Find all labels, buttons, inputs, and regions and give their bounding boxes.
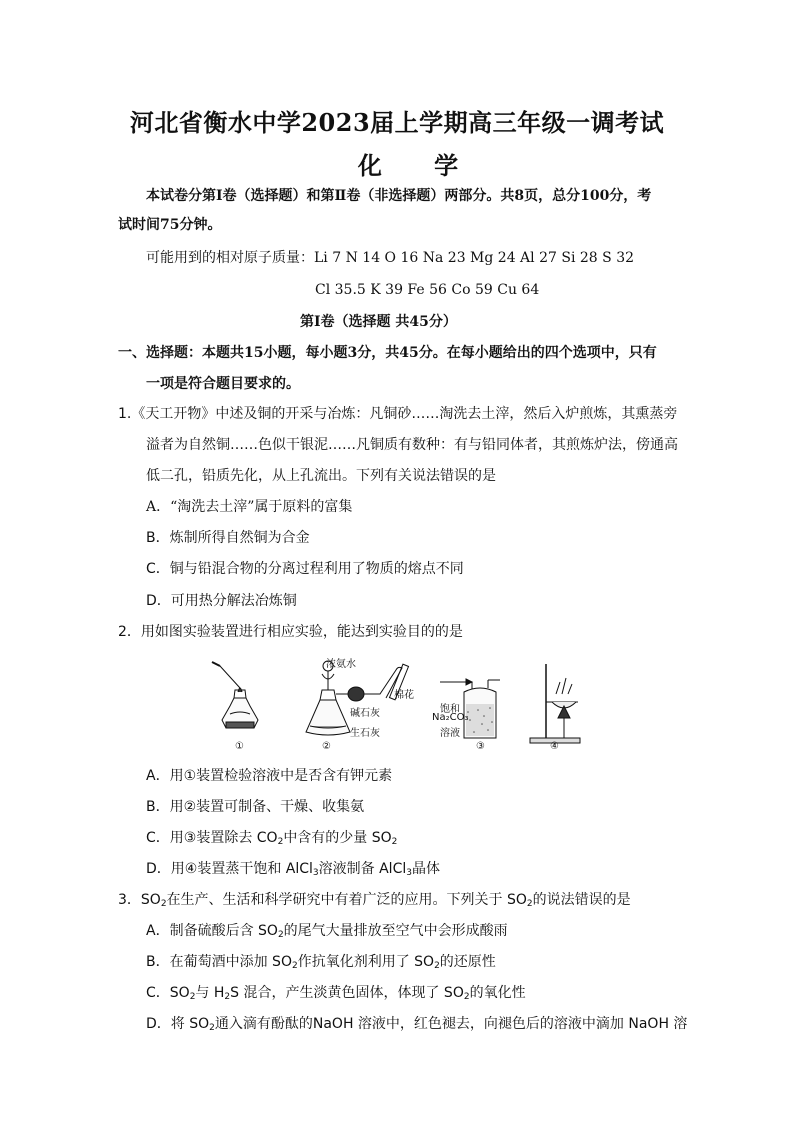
q3-option-a: A．制备硫酸后含 $SO_2$的尾气大量排放至空气中会形成酸雨 <box>146 923 508 940</box>
section-heading: 第Ⅰ卷（选择题 共45分） <box>300 314 457 330</box>
q1-option-a: A．“淘洗去土滓”属于原料的富集 <box>146 499 353 515</box>
label-apparatus-3: ③ <box>476 741 485 752</box>
q1-stem-line-3: 低二孔，铅质先化，从上孔流出。下列有关说法错误的是 <box>146 468 496 484</box>
q2-option-c: C．用③装置除去 $CO_2$中含有的少量 $SO_2$ <box>146 830 398 847</box>
q1-option-d: D．可用热分解法冶炼铜 <box>146 593 297 609</box>
label-na2co3: Na₂CO₃ <box>432 712 469 723</box>
section-instruction-2: 一项是符合题目要求的。 <box>146 376 300 392</box>
q3-option-d: D．将 $SO_2$通入滴有酚酞的NaOH 溶液中，红色褪去，向褪色后的溶液中滴加 NaOH 溶 <box>146 1016 688 1033</box>
q3-option-b: B．在葡萄酒中添加 $SO_2$作抗氧化剂利用了 $SO_2$的还原性 <box>146 954 496 971</box>
label-saturated: 饱和 <box>440 704 460 715</box>
q1-stem-line-2: 溢者为自然铜……色似干银泥……凡铜质有数种：有与铅同体者，其煎炼炉法，傍通高 <box>146 437 678 453</box>
q2-option-b: B．用②装置可制备、干燥、收集氨 <box>146 799 365 815</box>
q1-option-c: C．铜与铅混合物的分离过程利用了物质的熔点不同 <box>146 561 464 577</box>
apparatus-1-flame-test <box>212 662 258 728</box>
intro-line-2: 试时间75分钟。 <box>118 217 222 233</box>
q2-apparatus-figure <box>200 658 600 758</box>
label-apparatus-4: ④ <box>550 741 559 752</box>
label-sodalime: 碱石灰 <box>350 708 380 719</box>
label-apparatus-1: ① <box>235 741 244 752</box>
label-apparatus-2: ② <box>322 741 331 752</box>
label-ammonia: 浓氨水 <box>326 659 356 670</box>
atomic-masses-line-2: Cl 35.5 K 39 Fe 56 Co 59 Cu 64 <box>315 282 540 298</box>
atomic-masses-line-1: 可能用到的相对原子质量：Li 7 N 14 O 16 Na 23 Mg 24 Al 27 Si 28 S 32 <box>146 250 635 266</box>
q3-option-c: C．$SO_2$与 $H_2S$ 混合，产生淡黄色固体，体现了 $SO_2$的氧化性 <box>146 985 526 1002</box>
q2-option-a: A．用①装置检验溶液中是否含有钾元素 <box>146 768 393 784</box>
q1-stem-line-1: 1.《天工开物》中述及铜的开采与冶炼：凡铜砂……淘洗去土滓，然后入炉煎炼，其熏蒸旁 <box>118 406 678 422</box>
subject-title: 化 学 <box>357 151 481 180</box>
label-cotton: 棉花 <box>394 690 414 701</box>
exam-title: 河北省衡水中学2023届上学期高三年级一调考试 <box>129 108 665 137</box>
label-quicklime: 生石灰 <box>350 728 380 739</box>
q2-stem: 2．用如图实验装置进行相应实验，能达到实验目的的是 <box>118 624 463 640</box>
q2-option-d: D．用④装置蒸干饱和 AlCl$_3$溶液制备 AlCl$_3$晶体 <box>146 861 440 878</box>
q3-stem: 3．$SO_2$在生产、生活和科学研究中有着广泛的应用。下列关于 $SO_2$的说法错误的是 <box>118 892 631 909</box>
apparatus-drawing <box>200 658 600 758</box>
intro-line-1: 本试卷分第Ⅰ卷（选择题）和第Ⅱ卷（非选择题）两部分。共8页，总分100分，考 <box>146 188 652 204</box>
label-solution: 溶液 <box>440 728 460 739</box>
q1-option-b: B．炼制所得自然铜为合金 <box>146 530 310 546</box>
apparatus-4-evaporation <box>530 664 580 743</box>
section-instruction-1: 一、选择题：本题共15小题，每小题3分，共45分。在每小题给出的四个选项中，只有 <box>118 345 657 361</box>
